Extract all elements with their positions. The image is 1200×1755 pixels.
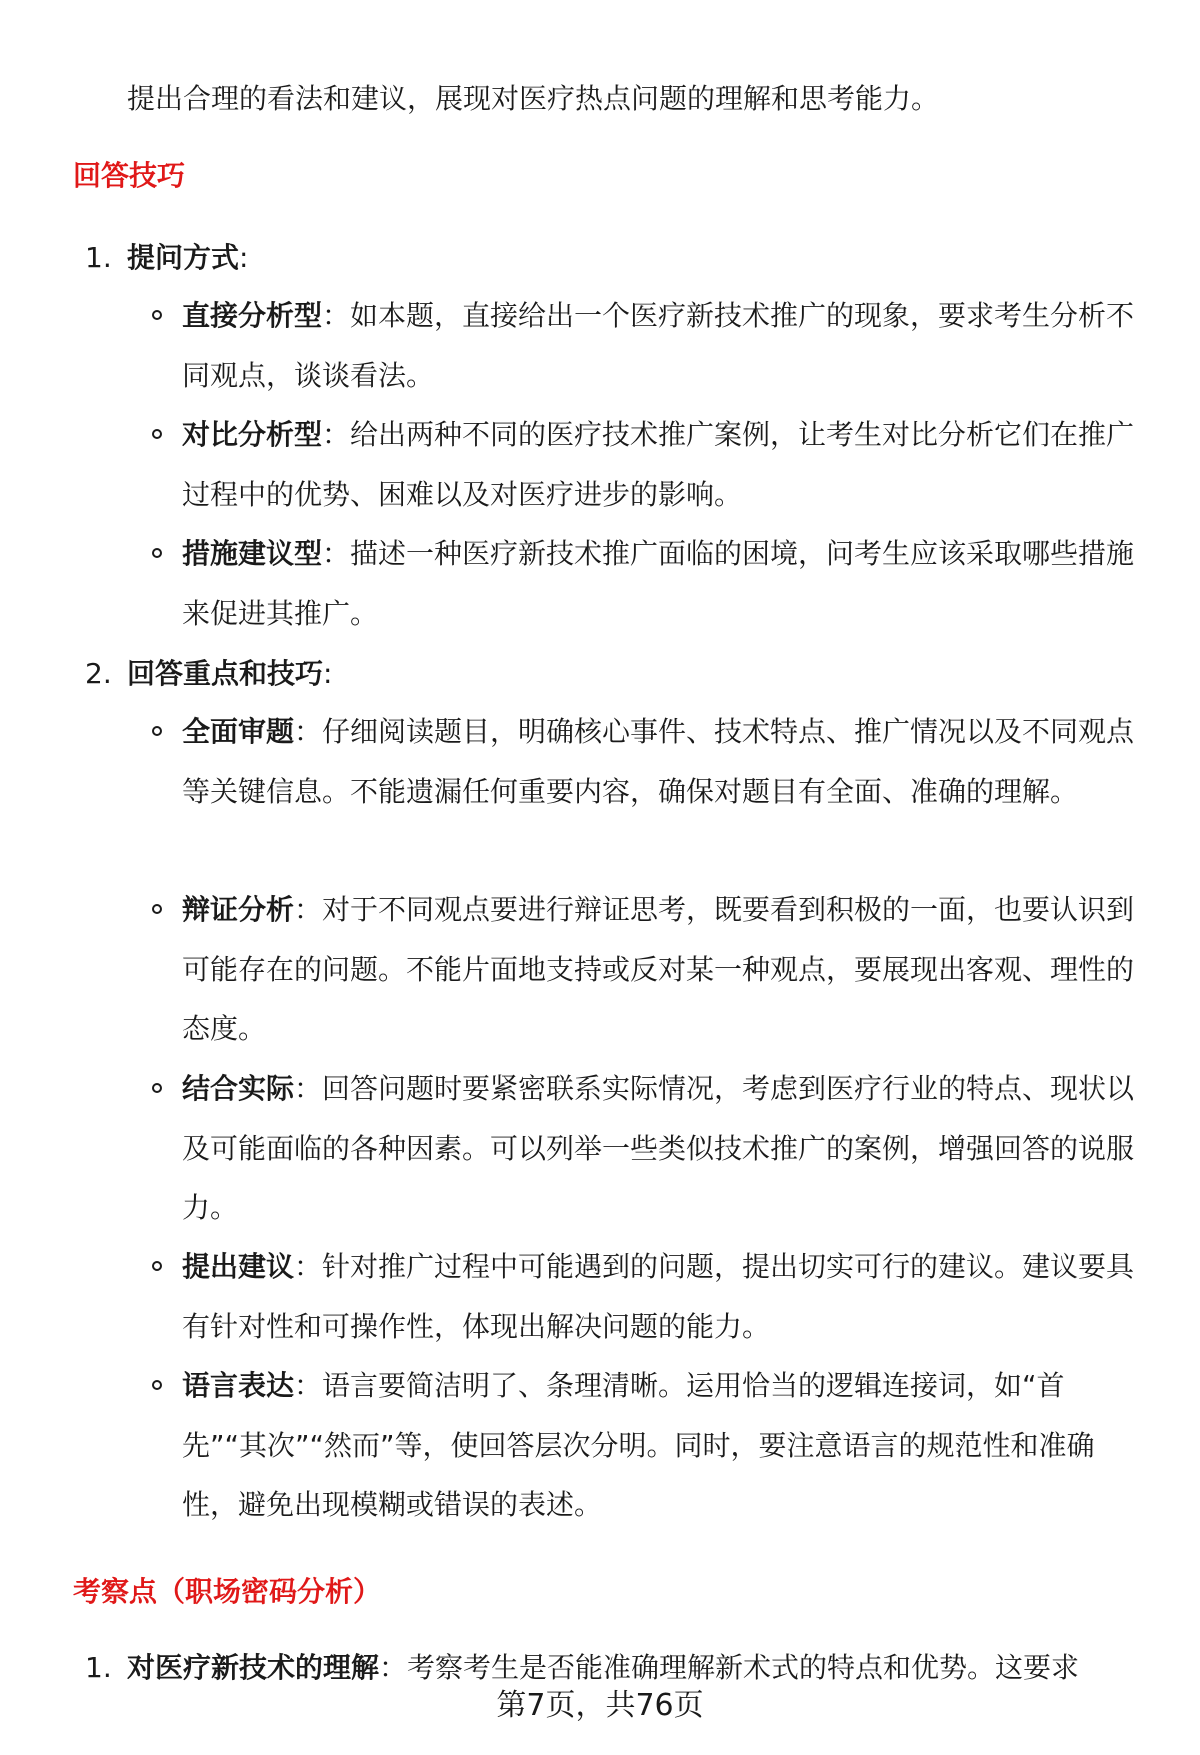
bullet-label: 辩证分析 [182,893,295,926]
item-colon: : [239,241,249,274]
bullet-separator: ： [294,715,323,748]
bullet-text: 对于不同观点要进行辩证思考，既要看到积极的一面，也要认识到可能存在的问题。不能片面地支持或反对某一种观点，要展现出客观、理性的态度。 [182,893,1135,1045]
bullet-label: 直接分析型 [182,299,323,332]
bullet-label: 提出建议 [182,1250,295,1283]
bullet-label: 全面审题 [182,715,295,748]
item-colon: : [323,657,333,690]
bullet-text: 回答问题时要紧密联系实际情况，考虑到医疗行业的特点、现状以及可能面临的各种因素。可以列举一些类似技术推广的案例，增强回答的说服力。 [182,1072,1135,1224]
bullet-separator: ： [294,1072,323,1105]
circle-bullet-icon [152,1083,162,1093]
bullet-measure-suggestion [152,524,1137,643]
bullet-text: 给出两种不同的医疗技术推广案例，让考生对比分析它们在推广过程中的优势、困难以及对医疗进步的影响。 [182,418,1135,511]
numbered-item-key-points [85,654,1145,694]
circle-bullet-icon [152,1380,162,1390]
page-number-footer: 第7页，共76页 [496,1688,704,1723]
item-title: 对医疗新技术的理解 [127,1651,380,1684]
bullet-separator: ： [294,1250,323,1283]
heading-exam-points: 考察点（职场密码分析） [73,1575,382,1608]
circle-bullet-icon [152,548,162,558]
bullet-separator: ： [294,893,323,926]
bullet-combine-reality [152,1059,1137,1238]
bullet-text: 语言要简洁明了、条理清晰。运用恰当的逻辑连接词，如“首先”“其次”“然而”等，使回答层次分明。同时，要注意语言的规范性和准确性，避免出现模糊或错误的表述。 [182,1369,1095,1521]
bullet-label: 语言表达 [182,1369,295,1402]
bullet-text: 针对推广过程中可能遇到的问题，提出切实可行的建议。建议要具有针对性和可操作性，体现出解决问题的能力。 [182,1250,1135,1343]
item-colon: ： [379,1651,408,1684]
item-text: 考察考生是否能准确理解新术式的特点和优势。这要求 [407,1651,1080,1684]
bullet-language-expression [152,1356,1137,1535]
item-title: 回答重点和技巧 [127,657,324,690]
bullet-comparative-analysis [152,405,1137,524]
numbered-item-question-types [85,238,1145,278]
bullet-label: 结合实际 [182,1072,295,1105]
bullet-make-suggestions [152,1237,1137,1356]
circle-bullet-icon [152,904,162,914]
bullet-text: 描述一种医疗新技术推广面临的困境，问考生应该采取哪些措施来促进其推广。 [182,537,1135,630]
bullet-text: 仔细阅读题目，明确核心事件、技术特点、推广情况以及不同观点等关键信息。不能遗漏任何重要内容，确保对题目有全面、准确的理解。 [182,715,1135,808]
bullet-separator: ： [322,418,351,451]
bullet-text: 如本题，直接给出一个医疗新技术推广的现象，要求考生分析不同观点，谈谈看法。 [182,299,1135,392]
bullet-dialectical-analysis [152,880,1137,1059]
bullet-label: 措施建议型 [182,537,323,570]
item-number: 1. [85,241,112,274]
item-number: 2. [85,657,112,690]
bullet-direct-analysis [152,286,1137,405]
bullet-full-review [152,702,1137,821]
bullet-separator: ： [322,299,351,332]
heading-answer-tips: 回答技巧 [73,159,186,192]
circle-bullet-icon [152,310,162,320]
bullet-label: 对比分析型 [182,418,323,451]
intro-paragraph: 提出合理的看法和建议，展现对医疗热点问题的理解和思考能力。 [127,82,940,115]
bullet-separator: ： [322,537,351,570]
circle-bullet-icon [152,726,162,736]
circle-bullet-icon [152,429,162,439]
bullet-separator: ： [294,1369,323,1402]
circle-bullet-icon [152,1261,162,1271]
item-number: 1. [85,1651,112,1684]
item-title: 提问方式 [127,241,240,274]
